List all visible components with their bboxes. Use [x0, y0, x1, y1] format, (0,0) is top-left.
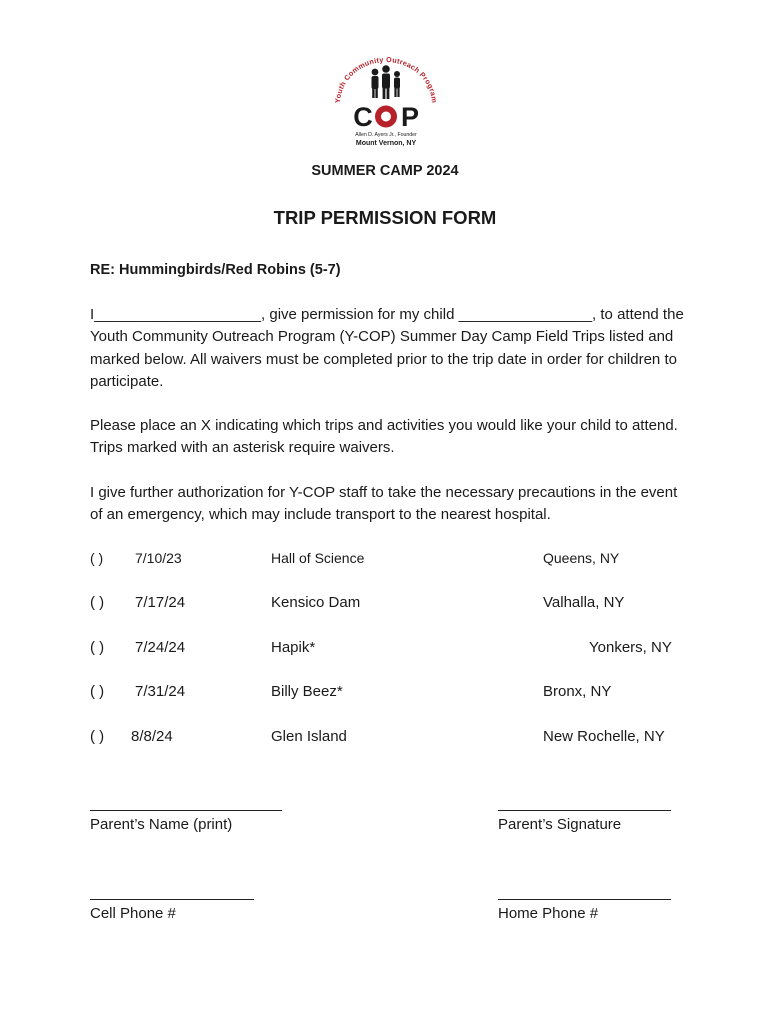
cell-phone-label: Cell Phone #: [90, 905, 176, 922]
trip-checkbox[interactable]: ( ): [90, 550, 104, 566]
trip-place: Hapik*: [271, 639, 316, 656]
trip-location: Bronx, NY: [543, 683, 612, 700]
trip-checkbox[interactable]: ( ): [90, 594, 105, 611]
trip-date: 8/8/24: [131, 728, 173, 745]
logo-founder-text: Allen D. Ayers Jr., Founder: [355, 132, 417, 138]
trip-checkbox[interactable]: ( ): [90, 639, 105, 656]
cyop-logo: [328, 54, 444, 150]
trip-date: 7/10/23: [135, 550, 182, 566]
trip-date: 7/31/24: [135, 683, 186, 700]
home-phone-label: Home Phone #: [498, 905, 599, 922]
parent-name-label: Parent’s Name (print): [90, 816, 233, 833]
trip-location: Valhalla, NY: [543, 594, 625, 611]
logo-city-text: Mount Vernon, NY: [355, 140, 417, 147]
trip-location: New Rochelle, NY: [543, 728, 665, 745]
svg-text:C: C: [353, 102, 373, 132]
logo-arc-text: Youth Community Outreach Program: [332, 54, 440, 104]
trip-place: Glen Island: [271, 728, 347, 745]
trip-place: Hall of Science: [271, 550, 365, 566]
svg-text:P: P: [400, 102, 420, 132]
authorization-paragraph: I give further authorization for Y-COP staff to take the necessary precautions in the event of an emergency, which may include transport to the nearest hospital.: [90, 484, 678, 524]
re-line: RE: Hummingbirds/Red Robins (5-7): [90, 262, 341, 278]
trip-date: 7/24/24: [135, 639, 186, 656]
parent-signature-line[interactable]: [498, 810, 671, 811]
form-title: TRIP PERMISSION FORM: [273, 207, 497, 228]
family-silhouette-icon: [372, 65, 401, 99]
home-phone-line[interactable]: [498, 899, 671, 900]
cell-phone-line[interactable]: [90, 899, 254, 900]
trip-checkbox[interactable]: ( ): [90, 683, 105, 700]
trip-location: Yonkers, NY: [589, 639, 672, 656]
trip-location: Queens, NY: [543, 550, 620, 566]
permission-paragraph: I____________________, give permission for my child ________________, to attend the Youth Community Outreach Program (Y-COP) Summer Day Camp Field Trips listed and marked below. All waivers must be completed prior to the trip date in order for children to participate.: [90, 306, 684, 390]
parent-signature-label: Parent’s Signature: [498, 816, 622, 833]
trip-checkbox[interactable]: ( ): [90, 728, 105, 745]
trip-place: Kensico Dam: [271, 594, 361, 611]
parent-name-line[interactable]: [90, 810, 282, 811]
trip-place: Billy Beez*: [271, 683, 343, 700]
instructions-paragraph: Please place an X indicating which trips and activities you would like your child to attend. Trips marked with an asterisk require waivers.: [90, 417, 678, 457]
trip-date: 7/17/24: [135, 594, 186, 611]
camp-title: SUMMER CAMP 2024: [311, 163, 459, 179]
